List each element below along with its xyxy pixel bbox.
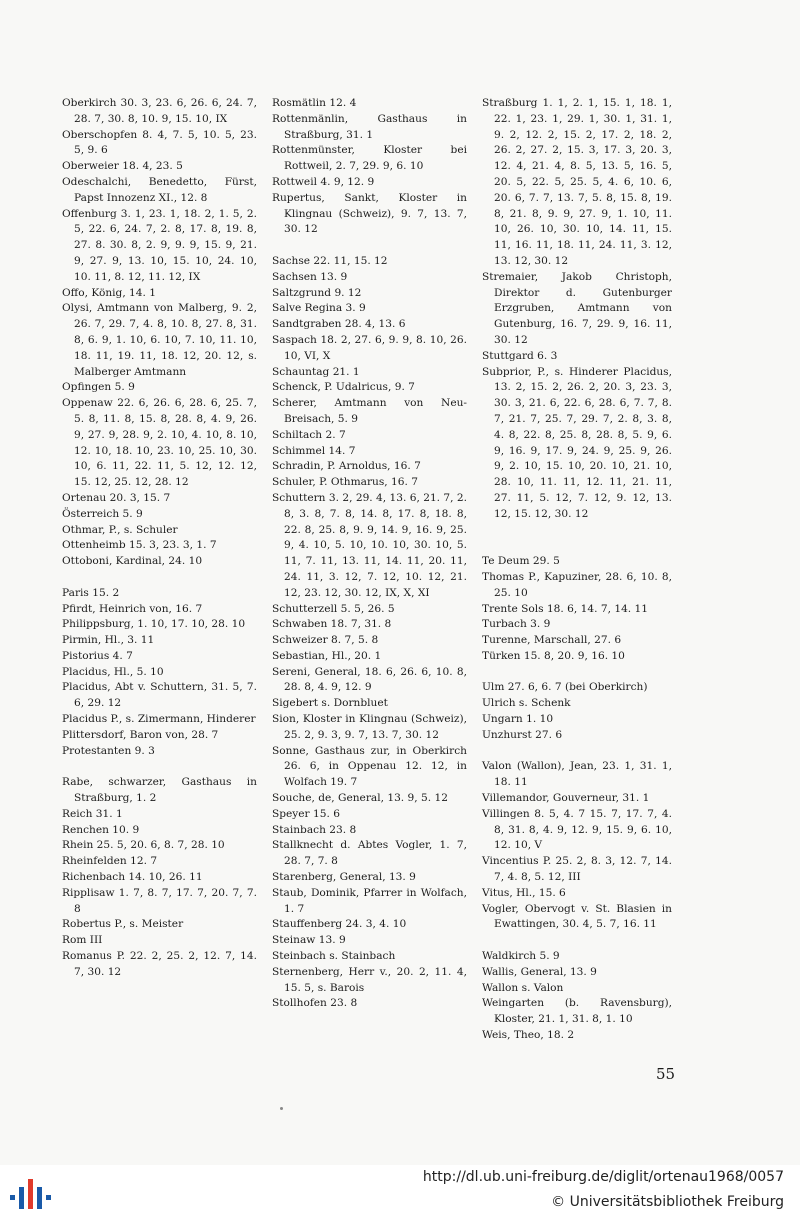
index-entry: Wallon s. Valon [482, 981, 564, 994]
index-entry: Schimmel 14. 7 [272, 444, 356, 457]
index-entry: Sebastian, Hl., 20. 1 [272, 649, 382, 662]
index-entry: Ungarn 1. 10 [482, 713, 554, 726]
index-column-1 [62, 96, 257, 981]
index-entry: Stauffenberg 24. 3, 4. 10 [272, 918, 407, 931]
index-entry: Unzhurst 27. 6 [482, 728, 563, 741]
index-entry: Paris 15. 2 [62, 586, 120, 599]
index-entry: Scherer, Amtmann von Neu-Breisach, 5. 9 [272, 397, 467, 425]
index-entry: Rottenmünster, Kloster bei Rottweil, 2. 7, 29. 9, 6. 10 [272, 144, 467, 173]
index-entry: Wallis, General, 13. 9 [482, 965, 597, 978]
index-entry: Rosmätlin 12. 4 [272, 97, 357, 109]
index-entry: Rhein 25. 5, 20. 6, 8. 7, 28. 10 [62, 839, 225, 852]
section-gap [272, 238, 467, 254]
footer-bar [0, 1165, 800, 1220]
index-entry: Olysi, Amtmann von Malberg, 9. 2, 26. 7, 29. 7, 4. 8, 10. 8, 27. 8, 31. 8, 6. 9, 1. 10, 6. 10, 7. 10, 11. 10, 18. 11, 19. 11, 18. 12, 20. 12, s. Malberger Amtmann [62, 302, 257, 378]
index-entry: Schweizer 8. 7, 5. 8 [272, 634, 379, 647]
section-gap [482, 744, 672, 760]
index-entry: Romanus P. 22. 2, 25. 2, 12. 7, 14. 7, 30. 12 [62, 950, 257, 978]
index-entry: Ottenheimb 15. 3, 23. 3, 1. 7 [62, 539, 217, 552]
index-entry: Schuler, P. Othmarus, 16. 7 [272, 476, 418, 489]
index-entry: Villemandor, Gouverneur, 31. 1 [482, 792, 650, 805]
index-entry: Stollhofen 23. 8 [272, 997, 358, 1010]
index-entry: Starenberg, General, 13. 9 [272, 871, 416, 884]
index-entry: Waldkirch 5. 9 [482, 950, 560, 963]
index-entry: Pistorius 4. 7 [62, 649, 133, 662]
index-entry: Schenck, P. Udalricus, 9. 7 [272, 381, 415, 394]
section-gap [482, 933, 672, 949]
index-entry: Oppenaw 22. 6, 26. 6, 28. 6, 25. 7, 5. 8, 11. 8, 15. 8, 28. 8, 4. 9, 26. 9, 27. 9, 28. 9, 2. 10, 4. 10, 8. 10, 12. 10, 18. 10, 23. 10, 25. 10, 30. 10, 6. 11, 22. 11, 5. 12, 12. 12, 15. 12, 25. 12, 28. 12 [62, 397, 257, 489]
index-entry: Subprior, P., s. Hinderer Placidus, 13. 2, 15. 2, 26. 2, 20. 3, 23. 3, 30. 3, 21. 6, 22. 6, 28. 6, 7. 7, 8. 7, 21. 7, 25. 7, 29. 7, 2. 8, 3. 8, 4. 8, 22. 8, 25. 8, 28. 8, 5. 9, 6. 9, 16. 9, 17. 9, 24. 9, 25. 9, 26. 9, 2. 10, 15. 10, 20. 10, 21. 10, 28. 10, 11. 11, 12. 11, 21. 11, 27. 11, 5. 12, 7. 12, 9. 12, 13. 12, 15. 12, 30. 12 [482, 365, 672, 520]
section-gap [482, 665, 672, 681]
index-entry: Rottweil 4. 9, 12. 9 [272, 175, 375, 188]
logo-bar-3 [28, 1179, 33, 1209]
index-entry: Pfirdt, Heinrich von, 16. 7 [62, 602, 203, 615]
index-entry: Saltzgrund 9. 12 [272, 286, 362, 299]
index-entry: Ottoboni, Kardinal, 24. 10 [62, 555, 203, 568]
index-entry: Schuttern 3. 2, 29. 4, 13. 6, 21. 7, 2. 8, 3. 8, 7. 8, 14. 8, 17. 8, 18. 8, 22. 8, 25. 8, 9. 9, 14. 9, 16. 9, 25. 9, 4. 10, 5. 10, 10. 10, 30. 10, 5. 11, 7. 11, 13. 11, 14. 11, 20. 11, 24. 11, 3. 12, 7. 12, 10. 12, 21. 12, 23. 12, 30. 12, IX, X, XI [272, 491, 468, 599]
index-entry: Opfingen 5. 9 [62, 381, 135, 394]
index-entry: Protestanten 9. 3 [62, 744, 155, 757]
index-column-2 [272, 96, 467, 1012]
index-entry: Robertus P., s. Meister [62, 918, 184, 931]
index-entry: Stremaier, Jakob Christoph, Direktor d. Gutenburger Erzgruben, Amtmann von Gutenburg, 16. 7, 29. 9, 16. 11, 30. 12 [482, 270, 672, 346]
index-entry: Oberweier 18. 4, 23. 5 [62, 160, 183, 173]
index-entry: Sion, Kloster in Klingnau (Schweiz), 25. 2, 9. 3, 9. 7, 13. 7, 30. 12 [272, 713, 467, 741]
index-entry: Vitus, Hl., 15. 6 [482, 886, 566, 899]
index-entry: Turbach 3. 9 [482, 618, 551, 631]
index-entry: Sachse 22. 11, 15. 12 [272, 254, 388, 267]
index-entry: Weingarten (b. Ravensburg), Kloster, 21. 1, 31. 8, 1. 10 [482, 997, 672, 1026]
page-number: 55 [656, 1065, 676, 1083]
index-entry: Offo, König, 14. 1 [62, 286, 157, 299]
index-entry: Salve Regina 3. 9 [272, 302, 366, 315]
index-entry: Philippsburg, 1. 10, 17. 10, 28. 10 [62, 618, 246, 631]
index-entry: Richenbach 14. 10, 26. 11 [62, 871, 203, 884]
index-entry: Placidus P., s. Zimermann, Hinderer [62, 713, 256, 726]
index-entry: Steinbach s. Stainbach [272, 950, 396, 963]
logo-bar-2 [19, 1187, 24, 1209]
index-entry: Stainbach 23. 8 [272, 823, 357, 836]
index-entry: Sandtgraben 28. 4, 13. 6 [272, 318, 406, 331]
index-entry: Placidus, Abt v. Schuttern, 31. 5, 7. 6, 29. 12 [62, 681, 257, 710]
index-entry: Plittersdorf, Baron von, 28. 7 [62, 728, 219, 741]
index-entry: Ulrich s. Schenk [482, 697, 571, 710]
section-gap [482, 523, 672, 539]
index-entry: Schutterzell 5. 5, 26. 5 [272, 602, 395, 615]
index-entry: Rottenmänlin, Gasthaus in Straßburg, 31. 1 [272, 112, 467, 141]
section-gap [62, 570, 257, 586]
index-entry: Sternenberg, Herr v., 20. 2, 11. 4, 15. 5, s. Barois [272, 965, 467, 994]
index-entry: Sonne, Gasthaus zur, in Oberkirch 26. 6, in Oppenau 12. 12, in Wolfach 19. 7 [272, 744, 467, 789]
library-logo-icon [8, 1173, 52, 1213]
index-entry: Villingen 8. 5, 4. 7 15. 7, 17. 7, 4. 8, 31. 8, 4. 9, 12. 9, 15. 9, 6. 10, 12. 10, V [482, 807, 672, 852]
index-entry: Rupertus, Sankt, Kloster in Klingnau (Schweiz), 9. 7, 13. 7, 30. 12 [272, 191, 467, 236]
index-entry: Renchen 10. 9 [62, 823, 140, 836]
index-entry: Te Deum 29. 5 [482, 555, 560, 568]
index-entry: Stallknecht d. Abtes Vogler, 1. 7, 28. 7, 7. 8 [272, 839, 467, 868]
index-entry: Schauntag 21. 1 [272, 365, 360, 378]
index-entry: Schradin, P. Arnoldus, 16. 7 [272, 460, 421, 473]
index-entry: Weis, Theo, 18. 2 [482, 1029, 575, 1042]
index-entry: Vogler, Obervogt v. St. Blasien in Ewattingen, 30. 4, 5. 7, 16. 11 [482, 902, 672, 931]
index-entry: Turenne, Marschall, 27. 6 [482, 634, 622, 647]
logo-bar-4 [37, 1187, 42, 1209]
index-entry: Pirmin, Hl., 3. 11 [62, 634, 155, 647]
logo-bar-1 [10, 1195, 15, 1200]
index-entry: Schwaben 18. 7, 31. 8 [272, 618, 392, 631]
index-entry: Souche, de, General, 13. 9, 5. 12 [272, 792, 448, 805]
index-entry: Oberkirch 30. 3, 23. 6, 26. 6, 24. 7, 28. 7, 30. 8, 10. 9, 15. 10, IX [62, 97, 257, 125]
index-entry: Speyer 15. 6 [272, 807, 340, 820]
index-entry: Ulm 27. 6, 6. 7 (bei Oberkirch) [482, 681, 648, 694]
index-entry: Österreich 5. 9 [62, 507, 143, 520]
index-entry: Rabe, schwarzer, Gasthaus in Straßburg, 1. 2 [62, 776, 257, 805]
index-column-3 [482, 96, 672, 1044]
index-entry: Trente Sols 18. 6, 14. 7, 14. 11 [482, 602, 649, 615]
index-entry: Steinaw 13. 9 [272, 934, 346, 947]
scan-speck [280, 1107, 283, 1110]
index-entry: Türken 15. 8, 20. 9, 16. 10 [482, 649, 625, 662]
index-entry: Ortenau 20. 3, 15. 7 [62, 491, 171, 504]
index-entry: Rheinfelden 12. 7 [62, 855, 158, 868]
section-gap [482, 538, 672, 554]
section-gap [62, 759, 257, 775]
index-entry: Valon (Wallon), Jean, 23. 1, 31. 1, 18. 11 [482, 760, 672, 789]
index-entry: Ripplisaw 1. 7, 8. 7, 17. 7, 20. 7, 7. 8 [62, 886, 257, 915]
index-entry: Reich 31. 1 [62, 807, 123, 820]
copyright-text: © Universitätsbibliothek Freiburg [551, 1194, 784, 1210]
index-entry: Sigebert s. Dornbluet [272, 697, 388, 710]
index-entry: Staub, Dominik, Pfarrer in Wolfach, 1. 7 [272, 886, 467, 915]
index-entry: Placidus, Hl., 5. 10 [62, 665, 164, 678]
index-entry: Vincentius P. 25. 2, 8. 3, 12. 7, 14. 7, 4. 8, 5. 12, III [482, 855, 672, 884]
index-entry: Othmar, P., s. Schuler [62, 523, 178, 536]
index-entry: Offenburg 3. 1, 23. 1, 18. 2, 1. 5, 2. 5, 22. 6, 24. 7, 2. 8, 17. 8, 19. 8, 27. 8. 30. 8, 2. 9, 9. 9, 15. 9, 21. 9, 27. 9, 13. 10, 15. 10, 24. 10, 10. 11, 8. 12, 11. 12, IX [62, 207, 257, 283]
index-entry: Stuttgard 6. 3 [482, 349, 558, 362]
index-entry: Sereni, General, 18. 6, 26. 6, 10. 8, 28. 8, 4. 9, 12. 9 [272, 665, 467, 694]
index-entry: Straßburg 1. 1, 2. 1, 15. 1, 18. 1, 22. 1, 23. 1, 29. 1, 30. 1, 31. 1, 9. 2, 12. 2, 15. 2, 17. 2, 18. 2, 26. 2, 27. 2, 15. 3, 17. 3, 20. 3, 12. 4, 21. 4, 8. 5, 13. 5, 16. 5, 20. 5, 22. 5, 25. 5, 4. 6, 10. 6, 20. 6, 7. 7, 13. 7, 5. 8, 15. 8, 19. 8, 21. 8, 9. 9, 27. 9, 1. 10, 11. 10, 26. 10, 30. 10, 14. 11, 15. 11, 16. 11, 18. 11, 24. 11, 3. 12, 13. 12, 30. 12 [482, 97, 672, 267]
index-entry: Oberschopfen 8. 4, 7. 5, 10. 5, 23. 5, 9. 6 [62, 128, 257, 157]
index-entry: Rom III [62, 934, 103, 947]
index-entry: Odeschalchi, Benedetto, Fürst, Papst Innozenz XI., 12. 8 [62, 175, 257, 204]
index-entry: Sachsen 13. 9 [272, 270, 348, 283]
index-entry: Thomas P., Kapuziner, 28. 6, 10. 8, 25. 10 [482, 570, 672, 599]
index-entry: Saspach 18. 2, 27. 6, 9. 9, 8. 10, 26. 10, VI, X [272, 333, 467, 362]
logo-bar-5 [46, 1195, 51, 1200]
index-entry: Schiltach 2. 7 [272, 428, 346, 441]
source-url-link[interactable]: http://dl.ub.uni-freiburg.de/diglit/ortenau1968/0057 [422, 1169, 784, 1185]
